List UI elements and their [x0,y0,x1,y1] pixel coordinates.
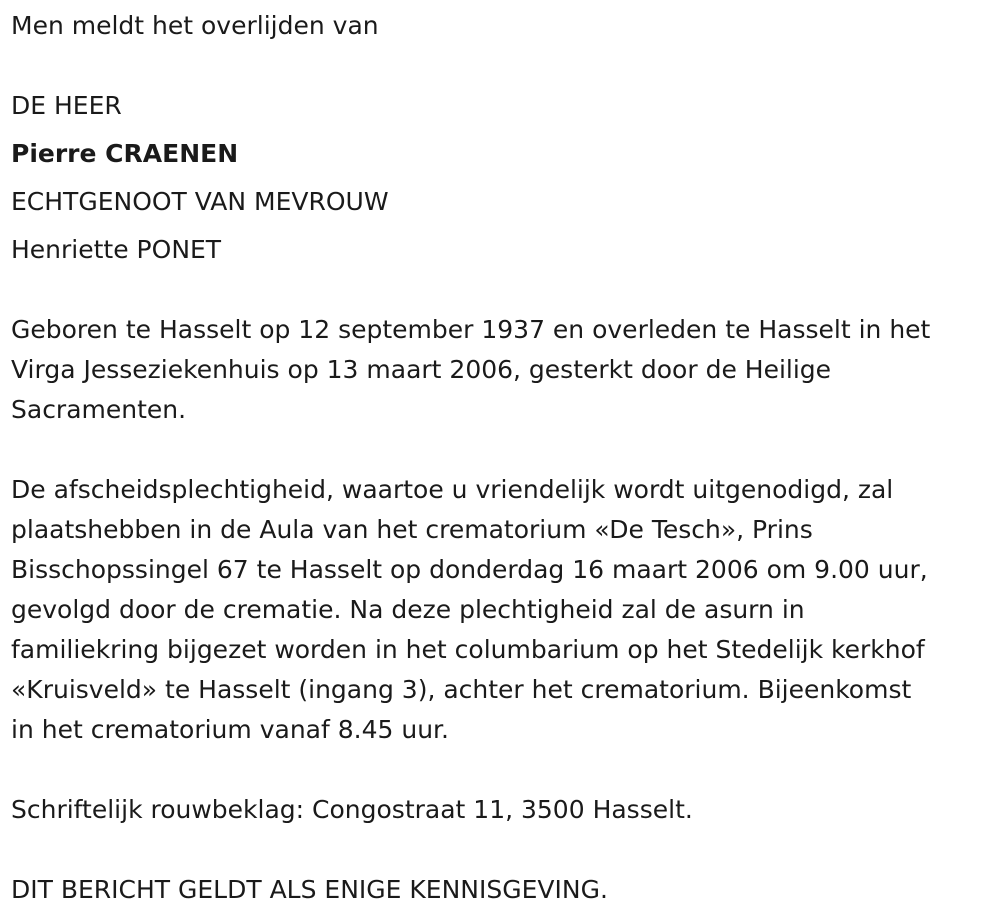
ceremony-line: familiekring bijgezet worden in het columbarium op het Stedelijk kerkhof [11,635,925,664]
deceased-name: Pierre CRAENEN [11,139,239,168]
birth-death-paragraph [11,310,930,430]
ceremony-line: gevolgd door de crematie. Na deze plechtigheid zal de asurn in [11,595,805,624]
ceremony-line: Bisschopssingel 67 te Hasselt op donderdag 16 maart 2006 om 9.00 uur, [11,555,928,584]
title-prefix: DE HEER [11,91,122,120]
spouse-name: Henriette PONET [11,235,222,264]
ceremony-line: in het crematorium vanaf 8.45 uur. [11,715,449,744]
condolences-text: Schriftelijk rouwbeklag: Congostraat 11, 3500 Hasselt. [11,795,693,824]
birth-death-line: Virga Jesseziekenhuis op 13 maart 2006, gesterkt door de Heilige [11,355,832,384]
birth-death-line: Sacramenten. [11,395,187,424]
ceremony-line: «Kruisveld» te Hasselt (ingang 3), achter het crematorium. Bijeenkomst [11,675,912,704]
intro-text: Men meldt het overlijden van [11,11,379,40]
birth-death-line: Geboren te Hasselt op 12 september 1937 en overleden te Hasselt in het [11,315,931,344]
closing-text: DIT BERICHT GELDT ALS ENIGE KENNISGEVING. [11,875,608,904]
ceremony-paragraph [11,470,928,750]
ceremony-line: De afscheidsplechtigheid, waartoe u vriendelijk wordt uitgenodigd, zal [11,475,894,504]
spouse-label: ECHTGENOOT VAN MEVROUW [11,187,389,216]
ceremony-line: plaatshebben in de Aula van het crematorium «De Tesch», Prins [11,515,813,544]
